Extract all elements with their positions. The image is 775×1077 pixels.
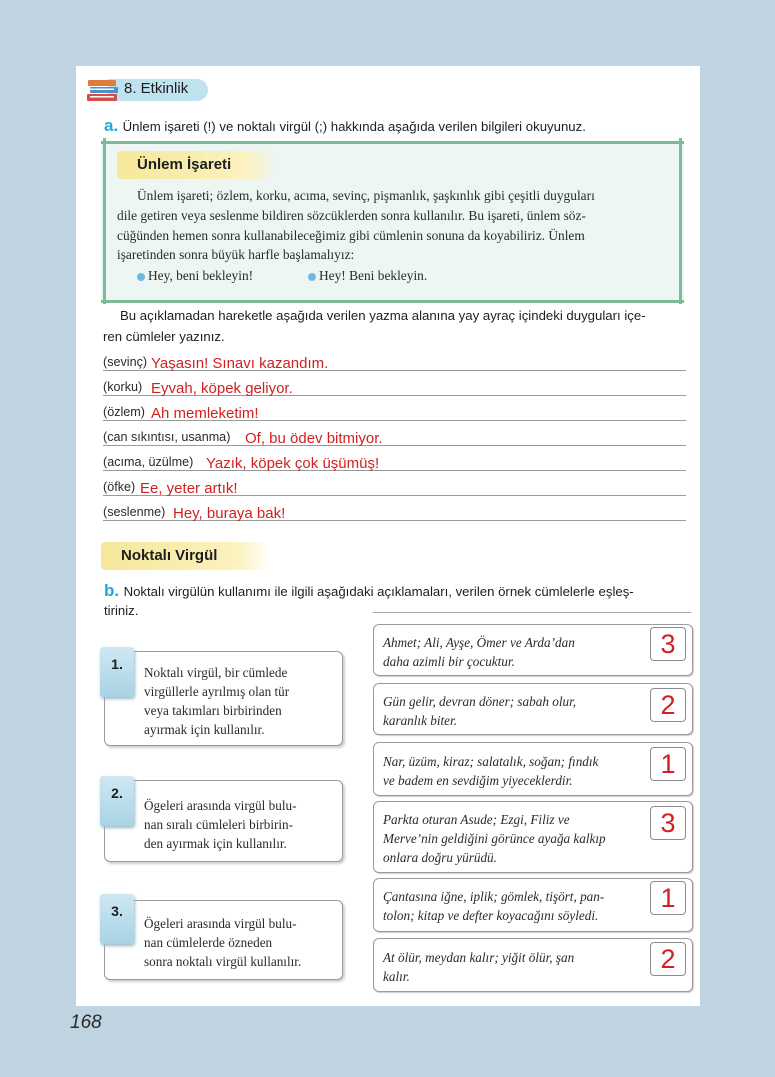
activity-header [86, 77, 210, 103]
unlem-line: cüğünden hemen sonra kullanabileceğimiz gibi cümlenin sonuna da koyabiliriz. Ünlem [117, 227, 585, 243]
divider [373, 612, 691, 613]
writing-line-acima[interactable] [103, 449, 686, 473]
example-card-1 [373, 624, 693, 676]
writing-line-ozlem[interactable] [103, 399, 686, 423]
part-b-text: tiriniz. [104, 603, 139, 618]
match-answer-box[interactable]: 2 [650, 942, 686, 976]
writing-instruction-line: Bu açıklamadan hareketle aşağıda verilen yazma alanına yay ayraç içindeki duyguları içe- [120, 308, 646, 323]
rule-number-tab: 1. [100, 647, 134, 697]
activity-title: 8. Etkinlik [124, 80, 189, 97]
example-card-3 [373, 742, 693, 796]
example-card-5 [373, 878, 693, 932]
unlem-line: işaretinden sonra büyük harfle başlamalıyız: [117, 247, 355, 263]
match-answer-box[interactable]: 3 [650, 627, 686, 661]
bullet-icon [308, 273, 316, 281]
emotion-label: (öfke) [103, 480, 136, 494]
emotion-label: (seslenme) [103, 505, 166, 519]
part-b-text: Noktalı virgülün kullanımı ile ilgili aşağıdaki açıklamaları, verilen örnek cümlelerle eşleş- [123, 584, 634, 599]
answer-text: Of, bu ödev bitmiyor. [245, 430, 383, 447]
emotion-label: (acıma, üzülme) [103, 455, 194, 469]
example-text: Çantasına iğne, iplik; gömlek, tişört, pan- tolon; kitap ve defter koyacağını söyledi. [383, 889, 605, 923]
answer-text: Yaşasın! Sınavı kazandım. [151, 355, 329, 372]
example-text: At ölür, meydan kalır; yiğit ölür, şan kalır. [383, 950, 575, 984]
page-number: 168 [70, 1012, 102, 1033]
writing-instruction [103, 305, 688, 347]
emotion-label: (korku) [103, 380, 143, 394]
answer-text: Yazık, köpek çok üşümüş! [206, 455, 380, 472]
answer-text: Hey, buraya bak! [173, 505, 286, 522]
part-b-instruction [104, 580, 689, 621]
example-card-6 [373, 938, 693, 992]
writing-line-sevinc[interactable] [103, 349, 686, 373]
rule-text: Noktalı virgül, bir cümlede virgüllerle ayrılmış olan tür veya takımları birbirinden ayırmak için kullanılır. [144, 665, 290, 737]
emotion-label: (özlem) [103, 405, 145, 419]
example-text: Parkta oturan Asude; Ezgi, Filiz ve Merve’nin geldiğini görünce ayağa kalkıp onlara doğru yürüdü. [383, 812, 606, 865]
match-answer-box[interactable]: 1 [650, 747, 686, 781]
part-a-letter: a. [104, 116, 119, 135]
match-answer-box[interactable]: 3 [650, 806, 686, 840]
writing-line-seslenme[interactable] [103, 499, 686, 523]
unlem-heading: Ünlem İşareti [117, 151, 277, 179]
rule-number-tab: 3. [100, 894, 134, 944]
box-right-rule [679, 138, 682, 304]
part-b-letter: b. [104, 581, 120, 600]
match-answer-box[interactable]: 2 [650, 688, 686, 722]
unlem-line: dile getiren veya seslenme bildiren sözcüklerden sonra kullanılır. Bu işareti, ünlem söz- [117, 207, 586, 223]
writing-instruction-line: ren cümleler yazınız. [103, 329, 225, 344]
rule-text: Ögeleri arasında virgül bulu- nan cümlelerde özneden sonra noktalı virgül kullanılır. [144, 916, 302, 969]
bullet-icon [137, 273, 145, 281]
rule-card-2 [104, 780, 343, 862]
example-text: Nar, üzüm, kiraz; salatalık, soğan; fındık ve badem en sevdiğim yiyeceklerdir. [383, 754, 599, 788]
rule-text: Ögeleri arasında virgül bulu- nan sıralı cümleleri birbirin- den ayırmak için kullanılır. [144, 798, 297, 851]
unlem-example-2: Hey! Beni bekleyin. [308, 266, 427, 286]
rule-number-tab: 2. [100, 776, 134, 826]
emotion-label: (can sıkıntısı, usanma) [103, 430, 231, 444]
box-left-rule [103, 138, 106, 304]
unlem-paragraph [117, 186, 666, 265]
part-a-instruction [104, 116, 586, 136]
answer-text: Ah memleketim! [151, 405, 259, 422]
example-text: Gün gelir, devran döner; sabah olur, karanlık biter. [383, 694, 577, 728]
example-card-2 [373, 683, 693, 735]
writing-line-can-sikintisi[interactable] [103, 424, 686, 448]
example-card-4 [373, 801, 693, 873]
match-answer-box[interactable]: 1 [650, 881, 686, 915]
emotion-label: (sevinç) [103, 355, 148, 369]
noktali-heading: Noktalı Virgül [101, 542, 271, 570]
unlem-line: Ünlem işareti; özlem, korku, acıma, sevinç, pişmanlık, şaşkınlık gibi çeşitli duyguları [137, 188, 595, 203]
unlem-example-1: Hey, beni bekleyin! [137, 266, 253, 286]
example-text: Ahmet; Ali, Ayşe, Ömer ve Arda’dan daha azimli bir çocuktur. [383, 635, 575, 669]
writing-line-korku[interactable] [103, 374, 686, 398]
part-a-text: Ünlem işareti (!) ve noktalı virgül (;) hakkında aşağıda verilen bilgileri okuyunuz. [122, 119, 586, 134]
answer-text: Eyvah, köpek geliyor. [151, 380, 293, 397]
writing-line-ofke[interactable] [103, 474, 686, 498]
rule-card-3 [104, 900, 343, 980]
rule-card-1 [104, 651, 343, 746]
books-icon [86, 77, 122, 103]
answer-text: Ee, yeter artık! [140, 480, 238, 497]
